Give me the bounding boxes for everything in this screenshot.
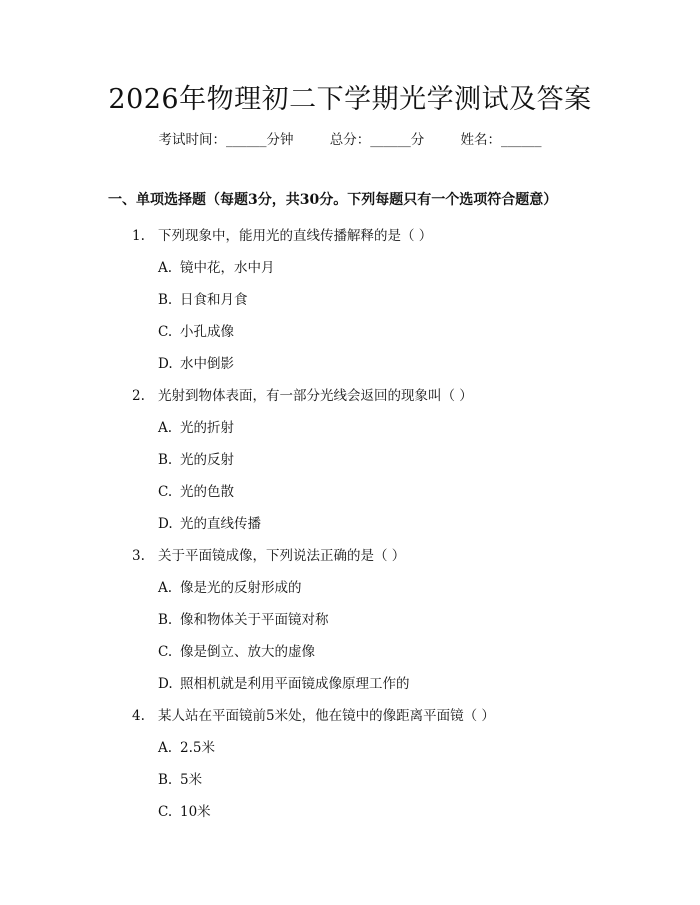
option-letter: C. <box>158 324 173 340</box>
option-text: 日食和月食 <box>180 292 248 308</box>
option-letter: A. <box>158 260 173 276</box>
question-text: 关于平面镜成像，下列说法正确的是（ ） <box>158 548 406 564</box>
option-text: 像是倒立、放大的虚像 <box>180 644 315 660</box>
option-letter: D. <box>158 676 173 692</box>
question-number: 2. <box>132 388 145 404</box>
question-number: 4. <box>132 708 145 724</box>
option-letter: C. <box>158 644 173 660</box>
question-number: 3. <box>132 548 145 564</box>
option-letter: B. <box>158 292 173 308</box>
answer-option <box>0 636 700 668</box>
answer-option <box>0 348 700 380</box>
question-text: 某人站在平面镜前5米处，他在镜中的像距离平面镜（ ） <box>158 708 495 724</box>
answer-option <box>0 252 700 284</box>
option-text: 水中倒影 <box>180 356 234 372</box>
option-text: 光的色散 <box>180 484 234 500</box>
exam-time-field: 考试时间：______分钟 <box>158 132 294 148</box>
option-letter: A. <box>158 580 173 596</box>
option-letter: D. <box>158 516 173 532</box>
option-letter: B. <box>158 452 173 468</box>
question-item <box>0 700 700 732</box>
option-text: 10米 <box>180 804 211 820</box>
answer-option <box>0 668 700 700</box>
option-text: 镜中花，水中月 <box>180 260 275 276</box>
option-letter: A. <box>158 740 173 756</box>
option-text: 照相机就是利用平面镜成像原理工作的 <box>180 676 410 692</box>
option-text: 光的直线传播 <box>180 516 261 532</box>
answer-option <box>0 572 700 604</box>
answer-option <box>0 796 700 828</box>
page-title: 2026年物理初二下学期光学测试及答案 <box>108 84 592 115</box>
question-list <box>0 220 700 828</box>
answer-option <box>0 316 700 348</box>
option-text: 像和物体关于平面镜对称 <box>180 612 329 628</box>
question-item <box>0 220 700 252</box>
answer-option <box>0 284 700 316</box>
question-text: 下列现象中，能用光的直线传播解释的是（ ） <box>158 228 433 244</box>
answer-option <box>0 604 700 636</box>
section-heading: 一、单项选择题（每题3分，共30分。下列每题只有一个选项符合题意） <box>108 192 558 208</box>
answer-option <box>0 764 700 796</box>
question-item <box>0 380 700 412</box>
option-text: 像是光的反射形成的 <box>180 580 302 596</box>
question-number: 1. <box>132 228 145 244</box>
answer-option <box>0 476 700 508</box>
option-letter: A. <box>158 420 173 436</box>
exam-meta-line <box>0 128 700 152</box>
option-text: 2.5米 <box>180 740 215 756</box>
option-text: 5米 <box>180 772 203 788</box>
option-text: 小孔成像 <box>180 324 234 340</box>
question-item <box>0 540 700 572</box>
option-text: 光的反射 <box>180 452 234 468</box>
option-letter: B. <box>158 612 173 628</box>
option-letter: C. <box>158 484 173 500</box>
option-letter: C. <box>158 804 173 820</box>
option-letter: B. <box>158 772 173 788</box>
answer-option <box>0 508 700 540</box>
option-text: 光的折射 <box>180 420 234 436</box>
total-score-field: 总分：______分 <box>329 132 425 148</box>
student-name-field: 姓名：______ <box>460 132 542 148</box>
answer-option <box>0 444 700 476</box>
answer-option <box>0 732 700 764</box>
option-letter: D. <box>158 356 173 372</box>
answer-option <box>0 412 700 444</box>
question-text: 光射到物体表面，有一部分光线会返回的现象叫（ ） <box>158 388 473 404</box>
